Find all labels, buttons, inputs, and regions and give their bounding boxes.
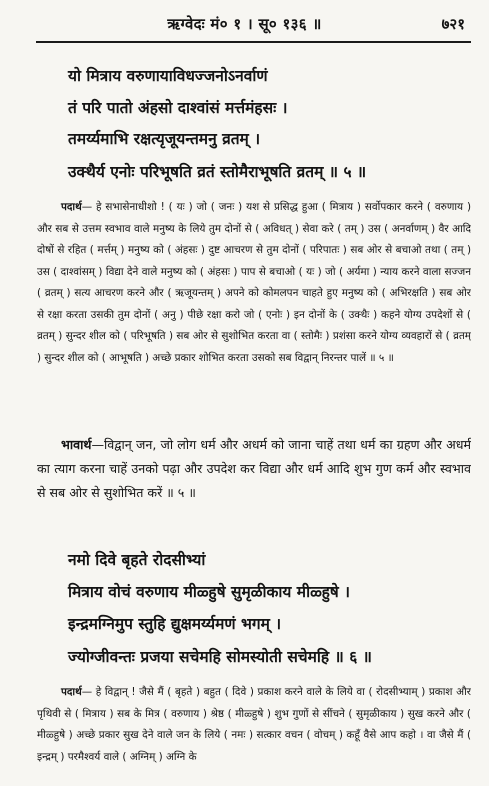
header-rule bbox=[36, 41, 471, 43]
running-title: ऋग्वेदः मं० १ । सू० १३६ ॥ bbox=[167, 15, 322, 33]
padartha-text: — हे सभासेनाधीशो ! ( यः ) जो ( जनः ) यश से प्रसिद्ध हुआ ( मित्राय ) सर्वोपकार करने ( वरुणाय ) और सब से उत्तम स्वभाव वाले मनुष्य के लिये तुम दोनों से ( अविधत् ) सेवा करे ( तम् ) उस ( अनर्वाणम् ) वैर आदि दोषों से रहित ( मर्त्तम् ) मनुष्य को ( अंहसः ) दुष्ट आचरण से तुम दोनों ( परिपातः ) सब ओर से बचाओ तथा ( तम् ) उस ( दाश्वांसम् ) विद्या देने वाले मनुष्य को ( अंहसः ) पाप से बचाओ ( यः ) जो ( अर्यमा ) न्याय करने वाला सज्जन ( व्रतम् ) सत्य आचरण करने और ( ऋजूयन्तम् ) अपने को कोमलपन चाहते हुए मनुष्य को ( अभिरक्षति ) सब ओर से रक्षा करता उसकी तुम दोनों ( अनु ) पीछे रक्षा करो जो ( एनोः ) इन दोनों के ( उक्थैः ) कहने योग्य उपदेशों से ( व्रतम् ) सुन्दर शील को ( परिभूषति ) सब ओर से सुशोभित करता वा ( स्तोमैः ) प्रशंसा करने योग्य व्यवहारों से ( व्रतम् ) सुन्दर शील को ( आभूषति ) अच्छे प्रकार शोभित करता उसको सब विद्वान् निरन्तर पालें ॥ ५ ॥ bbox=[37, 201, 471, 364]
mantra-5-line-2: तं परि पातो अंहसो दाश्वांसं मर्त्तमंहसः । bbox=[68, 99, 288, 117]
mantra-5-line-1: यो मित्राय वरुणायाविधज्जनोऽनर्वाणं bbox=[68, 67, 268, 85]
page-header bbox=[0, 14, 489, 38]
padartha-6 bbox=[37, 682, 471, 786]
mantra-5-line-3: तमर्य्यमाभि रक्षत्यृजूयन्तमनु व्रतम् । bbox=[68, 130, 261, 148]
padartha-5 bbox=[37, 197, 471, 435]
padartha-label: पदार्थ bbox=[61, 201, 82, 213]
mantra-6-line-2: मित्राय वोचं वरुणाय मीळ्हुषे सुमृळीकाय मीळ्हुषे । bbox=[68, 583, 351, 601]
mantra-6-line-4: ज्योग्जीवन्तः प्रजया सचेमहि सोमस्योती सचेमहि ॥ ६ ॥ bbox=[68, 648, 372, 666]
mantra-6-line-1: नमो दिवे बृहते रोदसीभ्यां bbox=[68, 551, 206, 569]
padartha-label: पदार्थ bbox=[61, 686, 82, 698]
bhavartha-label: भावार्थ bbox=[61, 437, 92, 452]
mantra-5-line-4: उक्थैर्य एनोः परिभूषति व्रतं स्तोमैराभूषति व्रतम् ॥ ५ ॥ bbox=[68, 163, 367, 181]
bhavartha-5 bbox=[37, 433, 471, 531]
padartha-text: — हे विद्वान् ! जैसे मैं ( बृहते ) बहुत ( दिवे ) प्रकाश करने वाले के लिये वा ( रोदसीभ्याम् ) प्रकाश और पृथिवी से ( मित्राय ) सब के मित्र ( वरुणाय ) श्रेष्ठ ( मीळ्हुषे ) शुभ गुणों से सींचने ( सुमृळीकाय ) सुख करने और ( मीळ्हुषे ) अच्छे प्रकार सुख देने वाले जन के लिये ( नमः ) सत्कार वचन ( वोचम् ) कहूँ वैसे आप कहो । वा जैसे मैं ( इन्द्रम् ) परमैश्वर्य वाले ( अग्निम् ) अग्नि के bbox=[37, 686, 471, 763]
bhavartha-text: —विद्वान् जन, जो लोग धर्म और अधर्म को जाना चाहें तथा धर्म का ग्रहण और अधर्म का त्याग करना चाहें उनको पढ़ा और उपदेश कर विद्या और धर्म आदि शुभ गुण कर्म और स्वभाव से सब ओर से सुशोभित करें ॥ ५ ॥ bbox=[37, 437, 471, 500]
mantra-6-line-3: इन्द्रमग्निमुप स्तुहि द्युक्षमर्य्यमणं भगम् । bbox=[68, 615, 282, 633]
page-number: ७२१ bbox=[441, 15, 465, 33]
